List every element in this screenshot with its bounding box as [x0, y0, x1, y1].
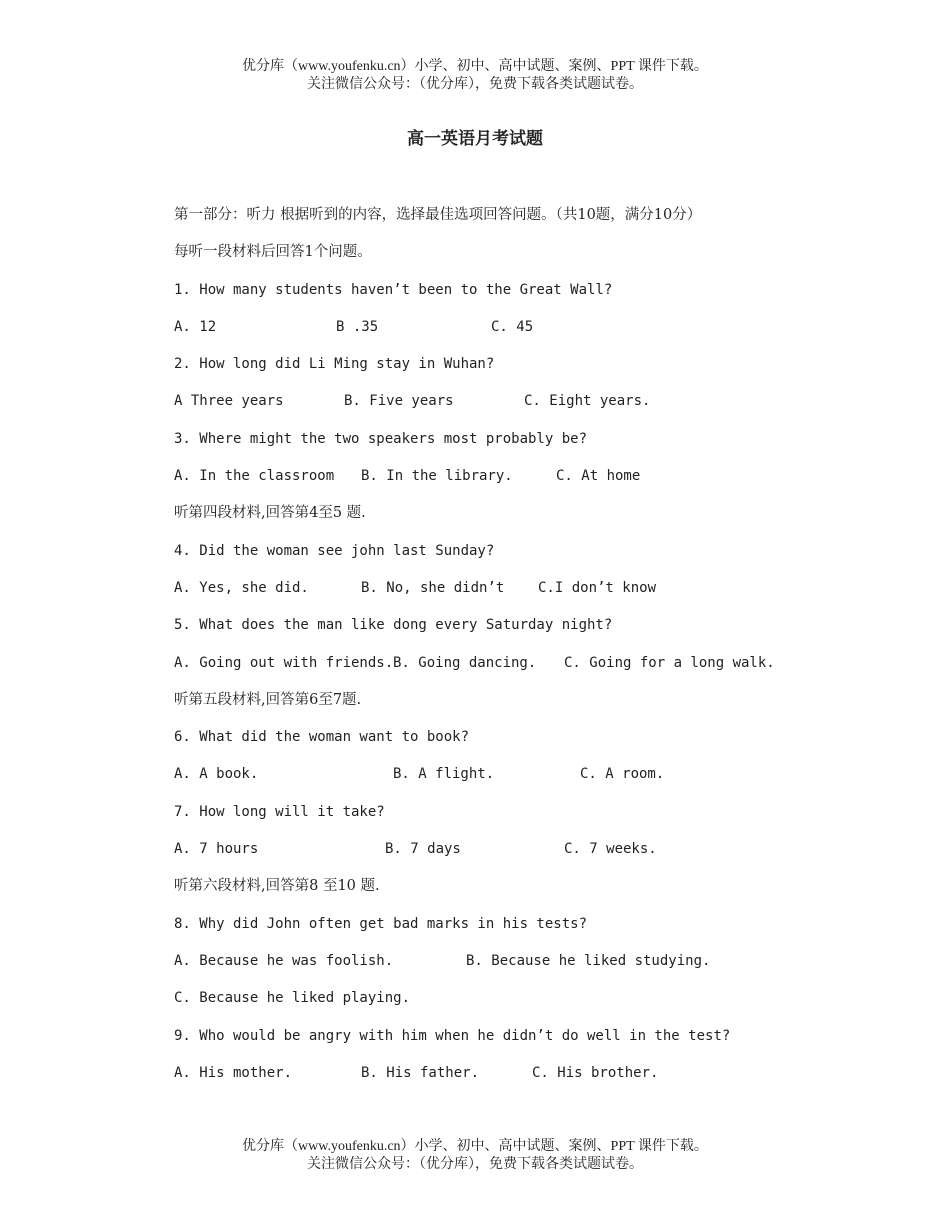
footer-line-1: 优分库（www.youfenku.cn）小学、初中、高中试题、案例、PPT 课件下载。 [242, 1139, 708, 1154]
exam-body [174, 204, 814, 1099]
question-4: 4. Did the woman see john last Sunday? [174, 542, 495, 559]
option-b: B. A flight. [393, 766, 495, 783]
document-title: 高一英语月考试题 [407, 129, 543, 149]
option-b: B. His father. [361, 1064, 480, 1081]
option-b: B. In the library. [361, 468, 513, 485]
header-line-2: 关注微信公众号：（优分库），免费下载各类试题试卷。 [307, 77, 643, 92]
question-9: 9. Who would be angry with him when he didn’t do well in the test? [174, 1027, 731, 1044]
option-c: C. 45 [491, 318, 534, 335]
option-a: A. Going out with friends. [174, 654, 394, 671]
option-c: C. A room. [580, 766, 665, 783]
options-5 [174, 652, 814, 689]
option-b: B. Going dancing. [393, 654, 537, 671]
options-2 [174, 390, 814, 427]
option-c: C.I don’t know [538, 579, 657, 596]
options-1 [174, 316, 814, 353]
question-2: 2. How long did Li Ming stay in Wuhan? [174, 356, 495, 373]
option-c: C. Because he liked playing. [174, 990, 411, 1007]
option-b: B. 7 days [385, 841, 461, 858]
question-1: 1. How many students haven’t been to the Great Wall? [174, 281, 613, 298]
page-footer [0, 1138, 950, 1174]
option-b: B. Five years [344, 393, 454, 410]
option-b: B. Because he liked studying. [466, 952, 711, 969]
option-c: C. 7 weeks. [564, 841, 657, 858]
option-a: A. His mother. [174, 1064, 293, 1081]
question-5: 5. What does the man like dong every Saturday night? [174, 617, 613, 634]
option-b: B .35 [336, 318, 379, 335]
option-c: C. Going for a long walk. [564, 654, 775, 671]
option-b: B. No, she didn’t [361, 579, 505, 596]
part-heading: 第一部分：听力 根据听到的内容，选择最佳选项回答问题。（共10题，满分10分） [174, 207, 702, 223]
option-a: A. In the classroom [174, 468, 335, 485]
option-a: A Three years [174, 393, 284, 410]
option-c: C. Eight years. [524, 393, 651, 410]
options-9 [174, 1062, 814, 1099]
page-header [0, 58, 950, 94]
option-c: C. At home [556, 468, 641, 485]
option-a: A. Because he was foolish. [174, 952, 394, 969]
option-a: A. Yes, she did. [174, 579, 309, 596]
part-instruction: 每听一段材料后回答1个问题。 [174, 244, 372, 261]
section-heading-5: 听第五段材料,回答第6至7题. [174, 691, 362, 708]
option-a: A. A book. [174, 766, 259, 783]
options-3 [174, 465, 814, 502]
section-heading-6: 听第六段材料,回答第8 至10 题. [174, 878, 380, 895]
options-6 [174, 763, 814, 800]
options-8 [174, 950, 814, 987]
option-a: A. 12 [174, 318, 217, 335]
footer-line-2: 关注微信公众号：（优分库），免费下载各类试题试卷。 [307, 1157, 643, 1172]
options-7 [174, 838, 814, 875]
question-3: 3. Where might the two speakers most probably be? [174, 430, 588, 447]
section-heading-4: 听第四段材料,回答第4至5 题. [174, 505, 366, 522]
header-line-1: 优分库（www.youfenku.cn）小学、初中、高中试题、案例、PPT 课件下载。 [242, 59, 708, 74]
question-6: 6. What did the woman want to book? [174, 729, 470, 746]
option-c: C. His brother. [532, 1064, 659, 1081]
question-7: 7. How long will it take? [174, 803, 385, 820]
options-4 [174, 577, 814, 614]
option-a: A. 7 hours [174, 841, 259, 858]
question-8: 8. Why did John often get bad marks in his tests? [174, 915, 588, 932]
